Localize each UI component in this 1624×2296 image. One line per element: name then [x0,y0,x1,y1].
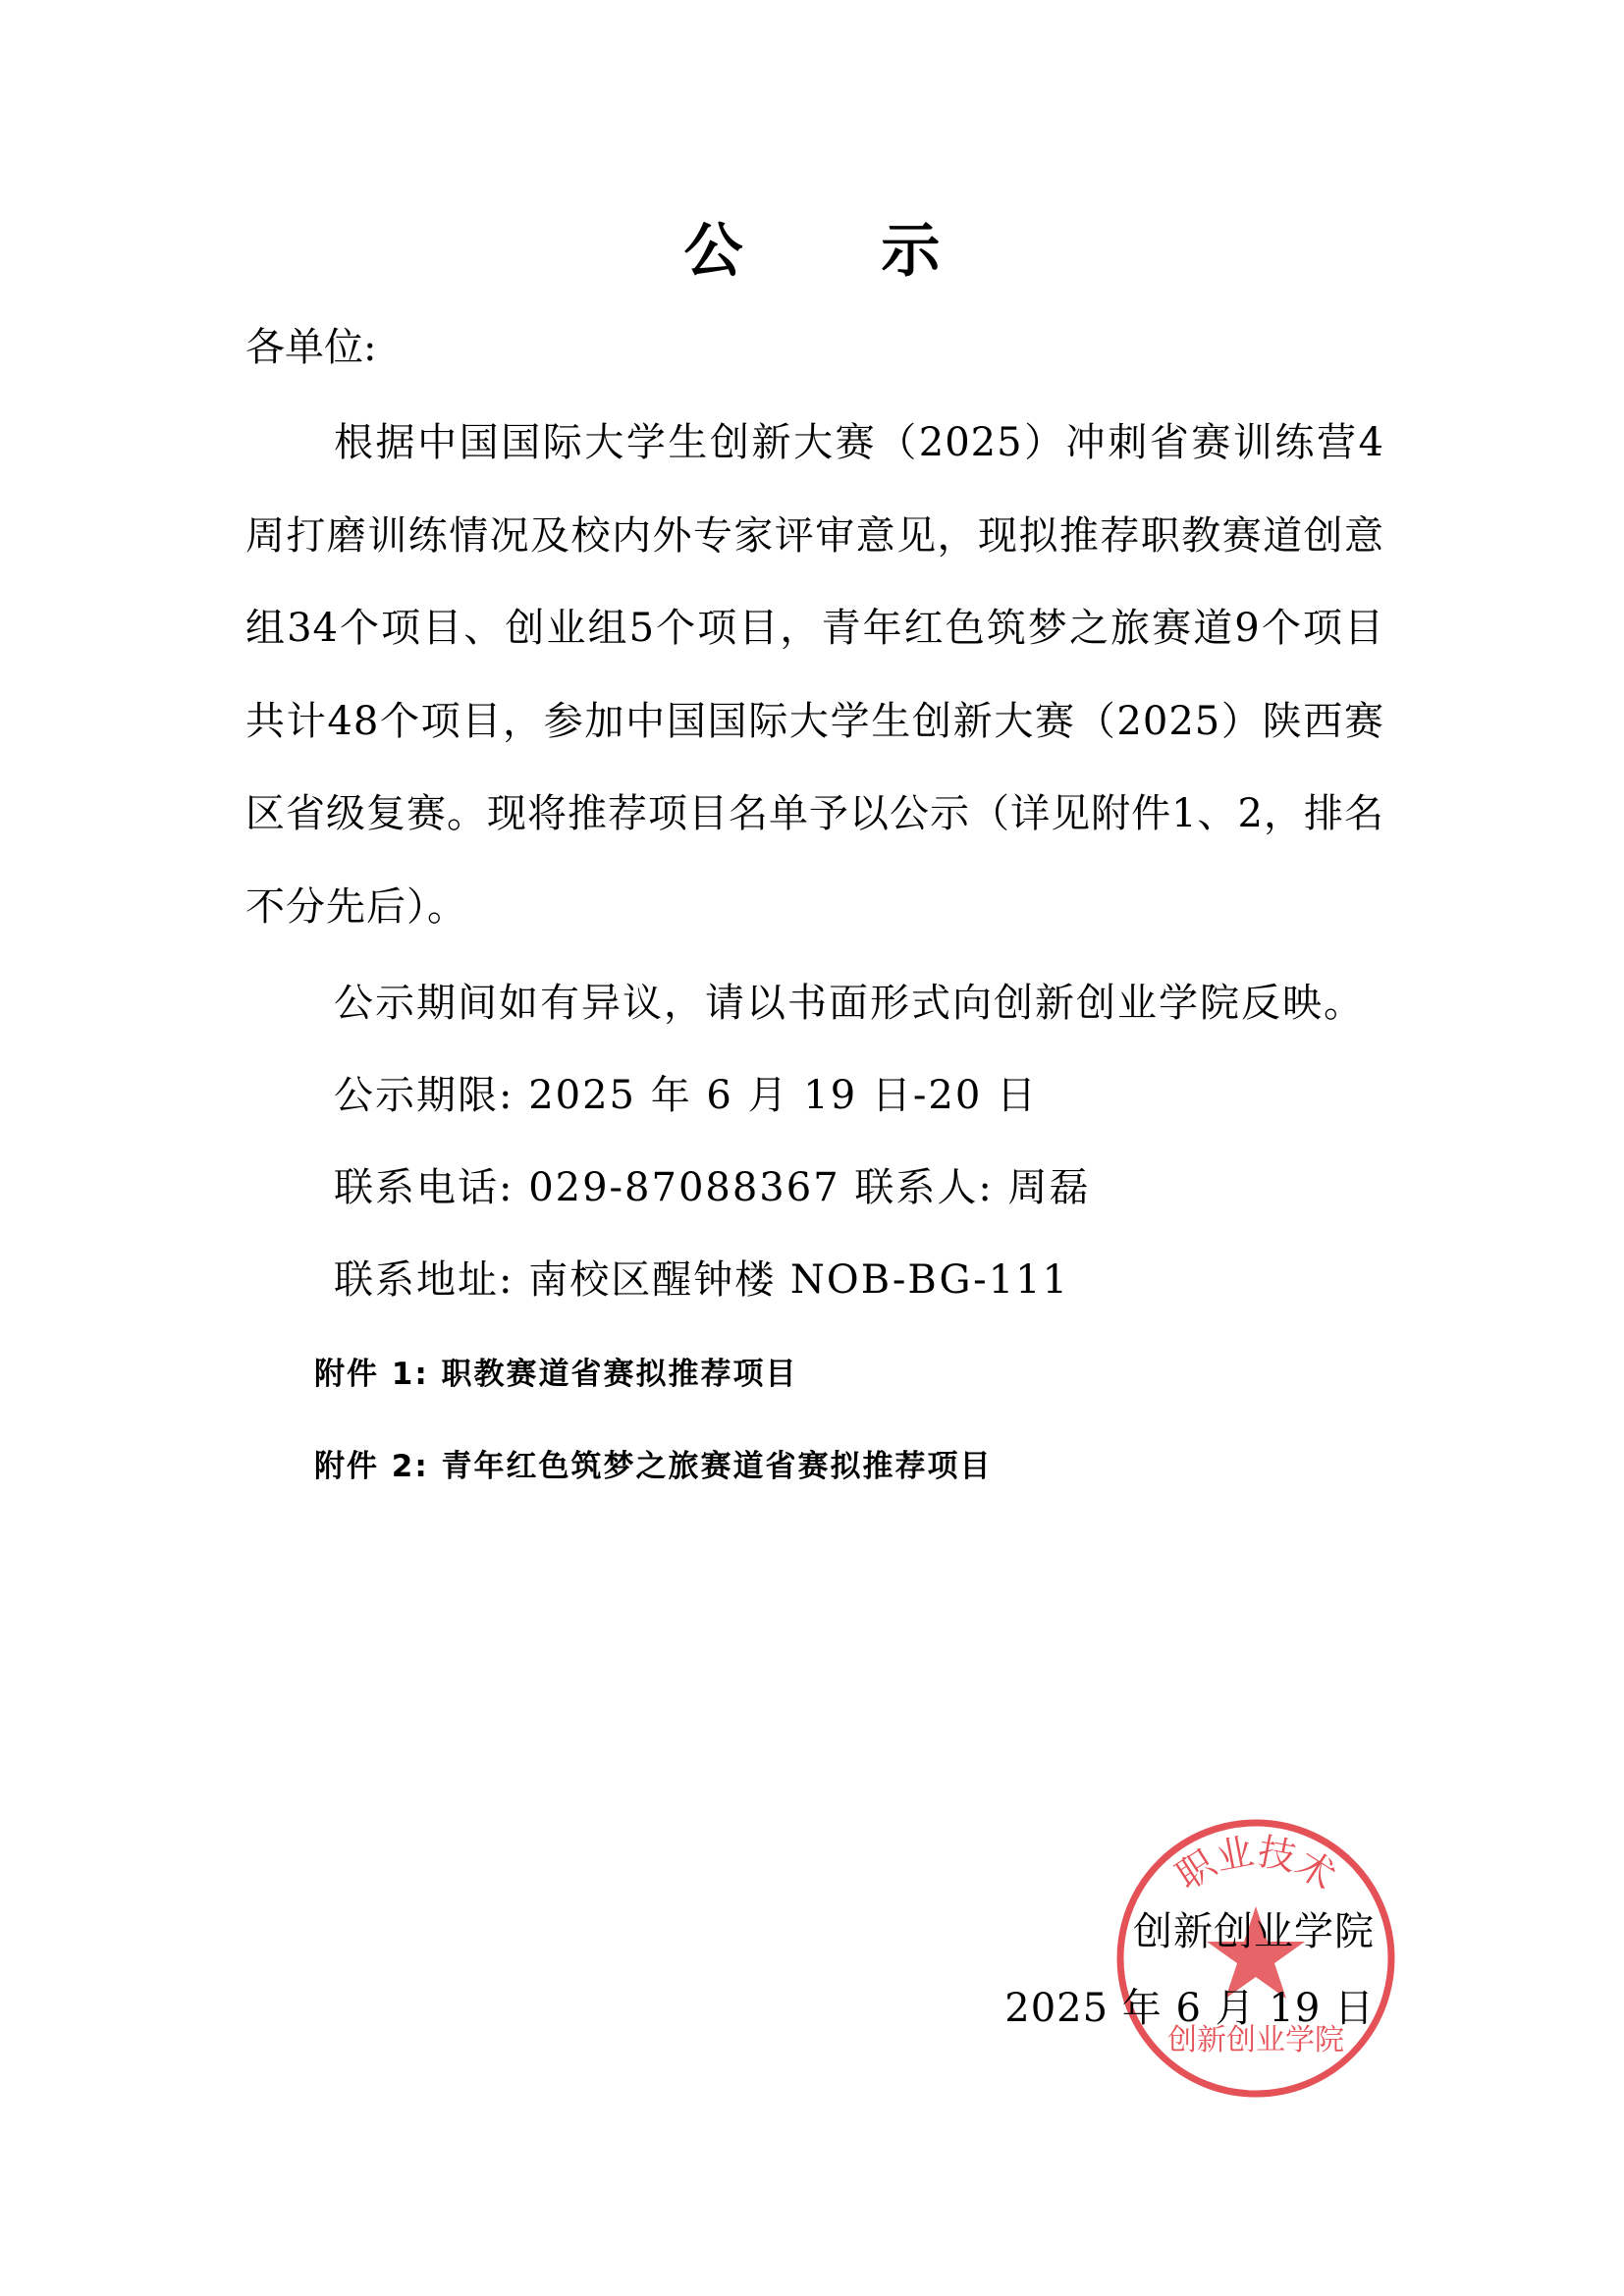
notice-title: 公 示 [683,217,1000,286]
signature-org: 创新创业学院 [1133,1909,1375,1954]
attachment-2: 附件 2: 青年红色筑梦之旅赛道省赛拟推荐项目 [314,1449,993,1484]
salutation: 各单位: [245,325,377,370]
main-paragraph: 根据中国国际大学生创新大赛（2025）冲刺省赛训练营4周打磨训练情况及校内外专家评审意见，现拟推荐职教赛道创意组34个项目、创业组5个项目，青年红色筑梦之旅赛道9个项目共计48个项目，参加中国国际大学生创新大赛（2025）陕西赛区省级复赛。现将推荐项目名单予以公示（详见附件1、2，排名不分先后）。 [245,420,1384,930]
publicity-period: 公示期限: 2025 年 6 月 19 日-20 日 [334,1073,1039,1118]
contact-address: 联系地址: 南校区醒钟楼 NOB-BG-111 [334,1257,1070,1303]
seal-top-text: 职业技术 [1168,1829,1343,1898]
contact-phone: 联系电话: 029-87088367 联系人: 周磊 [334,1165,1091,1210]
attachment-1: 附件 1: 职教赛道省赛拟推荐项目 [314,1357,798,1392]
signature-date: 2025 年 6 月 19 日 [1004,1986,1375,2031]
objection-note: 公示期间如有异议，请以书面形式向创新创业学院反映。 [334,981,1365,1026]
seal-bottom-text: 创新创业学院 [1167,2023,1344,2057]
